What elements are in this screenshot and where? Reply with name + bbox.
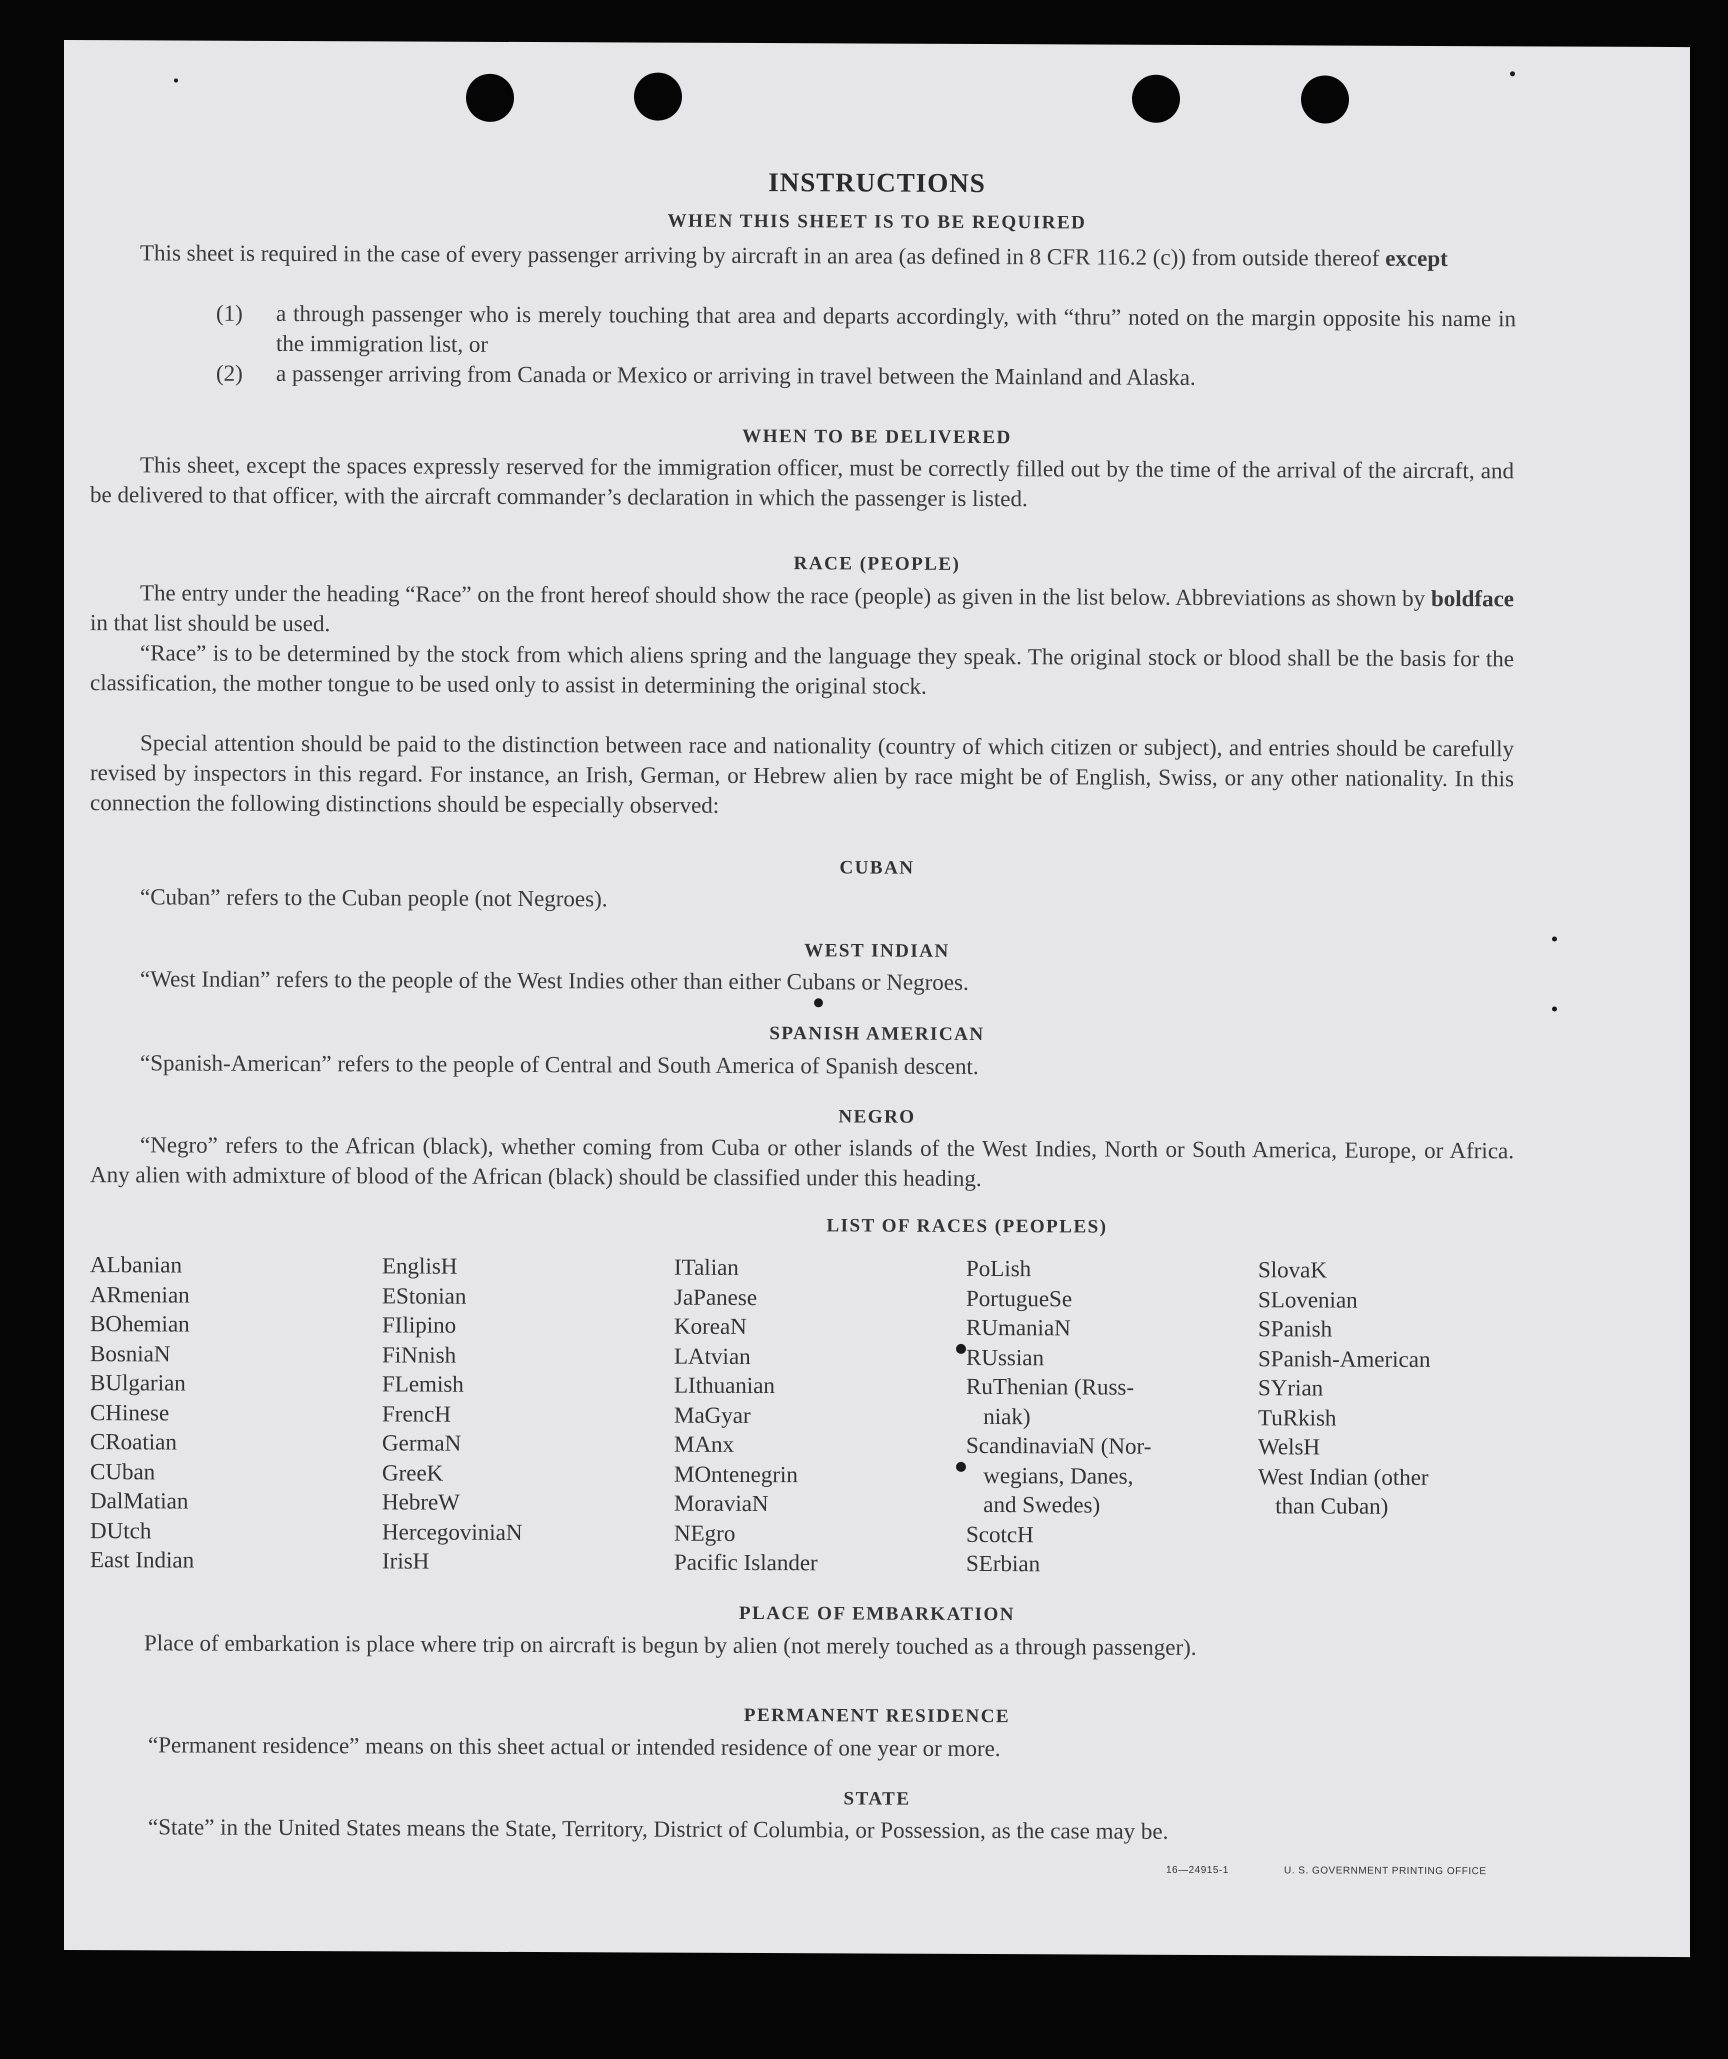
race-entry: ITalian (674, 1254, 739, 1280)
race-entry: SlovaK (1258, 1257, 1327, 1283)
race-entry: GreeK (382, 1459, 444, 1486)
required-intro (90, 238, 1514, 274)
race-column-4 (966, 1254, 1256, 1580)
race-column-5 (1258, 1255, 1528, 1522)
race-entry: WelsH (1258, 1434, 1321, 1460)
section-heading-delivered: WHEN TO BE DELIVERED (742, 425, 1012, 449)
race-entry: wegians, Danes, (966, 1462, 1134, 1489)
race-entry: Pacific Islander (674, 1549, 818, 1576)
section-heading-required: WHEN THIS SHEET IS TO BE REQUIRED (667, 210, 1087, 234)
section-heading-state: STATE (843, 1788, 911, 1810)
race-entry: RUssian (966, 1344, 1044, 1370)
race-entry: GermaN (382, 1430, 462, 1456)
race-entry: TuRkish (1258, 1404, 1337, 1431)
race-paragraph-1 (90, 578, 1514, 644)
race-entry: SLovenian (1258, 1286, 1358, 1313)
race-entry: FrencH (382, 1400, 451, 1427)
required-item-2 (216, 359, 1516, 425)
race-entry: NEgro (674, 1520, 736, 1546)
required-item-1-number: (1) (216, 300, 243, 326)
section-heading-residence: PERMANENT RESIDENCE (743, 1704, 1011, 1728)
race-entry: FLemish (382, 1371, 464, 1397)
residence-text: “Permanent residence” means on this sheet actual or intended residence of one year or more. (148, 1732, 1001, 1762)
race-entry: than Cuban) (1258, 1493, 1389, 1519)
race-entry: ScandinaviaN (Nor- (966, 1432, 1152, 1459)
race-column-3 (674, 1253, 954, 1579)
negro-text: “Negro” refers to the African (black), whether coming from Cuba or other islands of the West Indies, North or South America, Europe, or Africa. Any alien with admixture of blood of the African (black) should be classified under this heading. (90, 1132, 1514, 1192)
race-entry: niak) (966, 1403, 1031, 1429)
race-entry: HercegoviniaN (382, 1518, 523, 1545)
race-entry: and Swedes) (966, 1491, 1101, 1518)
race-entry: CHinese (90, 1399, 170, 1425)
race-entry: DalMatian (90, 1488, 189, 1514)
printer-imprint: U. S. GOVERNMENT PRINTING OFFICE (1284, 1865, 1487, 1878)
race-entry: DUtch (90, 1517, 152, 1543)
ink-speck (174, 78, 178, 82)
race-entry: MAnx (674, 1431, 735, 1457)
race-entry: PoLish (966, 1255, 1032, 1282)
delivered-text: This sheet, except the spaces expressly reserved for the immigration officer, must be correctly filled out by the time of the arrival of the aircraft, and be delivered to that officer, with the aircraft commander’s declaration in which the passenger is listed. (90, 452, 1514, 512)
race-entry: LAtvian (674, 1343, 751, 1369)
ink-speck (1510, 71, 1515, 76)
race-entry: PortugueSe (966, 1285, 1073, 1311)
race-entry: KoreaN (674, 1313, 747, 1339)
section-heading-spanish-american: SPANISH AMERICAN (769, 1023, 985, 1046)
race-entry: SPanish (1258, 1316, 1333, 1342)
ink-speck (956, 1462, 966, 1472)
document-page (64, 40, 1690, 1957)
section-heading-list: LIST OF RACES (PEOPLES) (826, 1215, 1108, 1238)
spanish-american-text: “Spanish-American” refers to the people of Central and South America of Spanish descent. (140, 1050, 979, 1079)
race-p1-text-b: in that list should be used. (90, 610, 331, 637)
binder-hole (466, 74, 514, 122)
race-entry: SYrian (1258, 1375, 1324, 1401)
race-entry: MoraviaN (674, 1490, 769, 1517)
race-entry: IrisH (382, 1548, 430, 1574)
race-entry: EStonian (382, 1282, 467, 1309)
section-heading-cuban: CUBAN (839, 857, 915, 879)
section-heading-negro: NEGRO (838, 1106, 916, 1128)
required-item-2-number: (2) (216, 360, 243, 386)
race-entry: HebreW (382, 1489, 460, 1515)
race-entry: MOntenegrin (674, 1461, 798, 1487)
required-item-1-text: a through passenger who is merely touching that area and departs accordingly, with “thru” noted on the margin opposite his name in the immigration list, or (276, 300, 1516, 357)
required-intro-text: This sheet is required in the case of every passenger arriving by aircraft in an area (as defined in 8 CFR 116.2 (c)) from outside thereof (140, 240, 1380, 271)
west-indian-text: “West Indian” refers to the people of the West Indies other than either Cubans or Negroes. (140, 966, 969, 995)
required-item-2-text: a passenger arriving from Canada or Mexico or arriving in travel between the Mainland and Alaska. (276, 360, 1196, 390)
race-entry: EnglisH (382, 1253, 458, 1279)
race-entry: LIthuanian (674, 1372, 775, 1399)
section-heading-west-indian: WEST INDIAN (804, 940, 950, 962)
race-entry: ARmenian (90, 1281, 190, 1308)
state-text: “State” in the United States means the State, Territory, District of Columbia, or Possession, as the case may be. (148, 1814, 1169, 1844)
ink-speck (1552, 1006, 1557, 1011)
race-entry: FIlipino (382, 1312, 457, 1338)
ink-speck (956, 1344, 966, 1354)
race-column-2 (382, 1251, 652, 1577)
page-title: INSTRUCTIONS (768, 167, 986, 199)
race-entry: SErbian (966, 1550, 1041, 1577)
ink-speck (814, 998, 823, 1007)
race-paragraph-2: “Race” is to be determined by the stock from which aliens spring and the language they speak. The original stock or blood shall be the basis for the classification, the mother tongue to be used only to assist in determining the original stock. (90, 640, 1514, 699)
form-number: 16—24915-1 (1166, 1864, 1229, 1877)
section-heading-race: RACE (PEOPLE) (793, 553, 961, 575)
race-entry: CUban (90, 1458, 156, 1484)
ink-speck (1552, 936, 1557, 941)
binder-hole (1301, 75, 1349, 123)
race-p1-text-a: The entry under the heading “Race” on the front hereof should show the race (people) as given in the list below. Abbreviations as shown by (140, 580, 1426, 611)
section-heading-embarkation: PLACE OF EMBARKATION (739, 1602, 1015, 1626)
race-entry: West Indian (other (1258, 1463, 1429, 1490)
race-entry: RUmaniaN (966, 1314, 1071, 1341)
binder-hole (634, 72, 682, 120)
required-item-1 (216, 299, 1516, 365)
race-entry: BosniaN (90, 1340, 171, 1366)
race-entry: JaPanese (674, 1284, 758, 1310)
race-entry: East Indian (90, 1547, 195, 1573)
race-entry: RuThenian (Russ- (966, 1373, 1135, 1400)
cuban-text: “Cuban” refers to the Cuban people (not Negroes). (140, 884, 608, 912)
race-p1-bold: boldface (1430, 585, 1515, 612)
race-entry: FiNnish (382, 1341, 457, 1368)
race-entry: ScotcH (966, 1521, 1034, 1547)
race-entry: BOhemian (90, 1311, 190, 1337)
race-entry: BUlgarian (90, 1370, 186, 1396)
binder-hole (1132, 75, 1180, 123)
race-entry: CRoatian (90, 1429, 177, 1455)
race-entry: MaGyar (674, 1402, 751, 1428)
race-entry: SPanish-American (1258, 1345, 1431, 1372)
required-intro-bold: except (1385, 245, 1448, 272)
race-column-1 (90, 1250, 360, 1576)
embarkation-text: Place of embarkation is place where trip on aircraft is begun by alien (not merely touched as a through passenger). (144, 1630, 1197, 1660)
race-paragraph-3: Special attention should be paid to the distinction between race and nationality (country of which citizen or subject), and entries should be carefully revised by inspectors in this regard. For instance, an Irish, German, or Hebrew alien by race might be of English, Swiss, or any other nationality. In this connection the following distinctions should be especially observed: (90, 730, 1514, 818)
race-entry: ALbanian (90, 1252, 182, 1278)
